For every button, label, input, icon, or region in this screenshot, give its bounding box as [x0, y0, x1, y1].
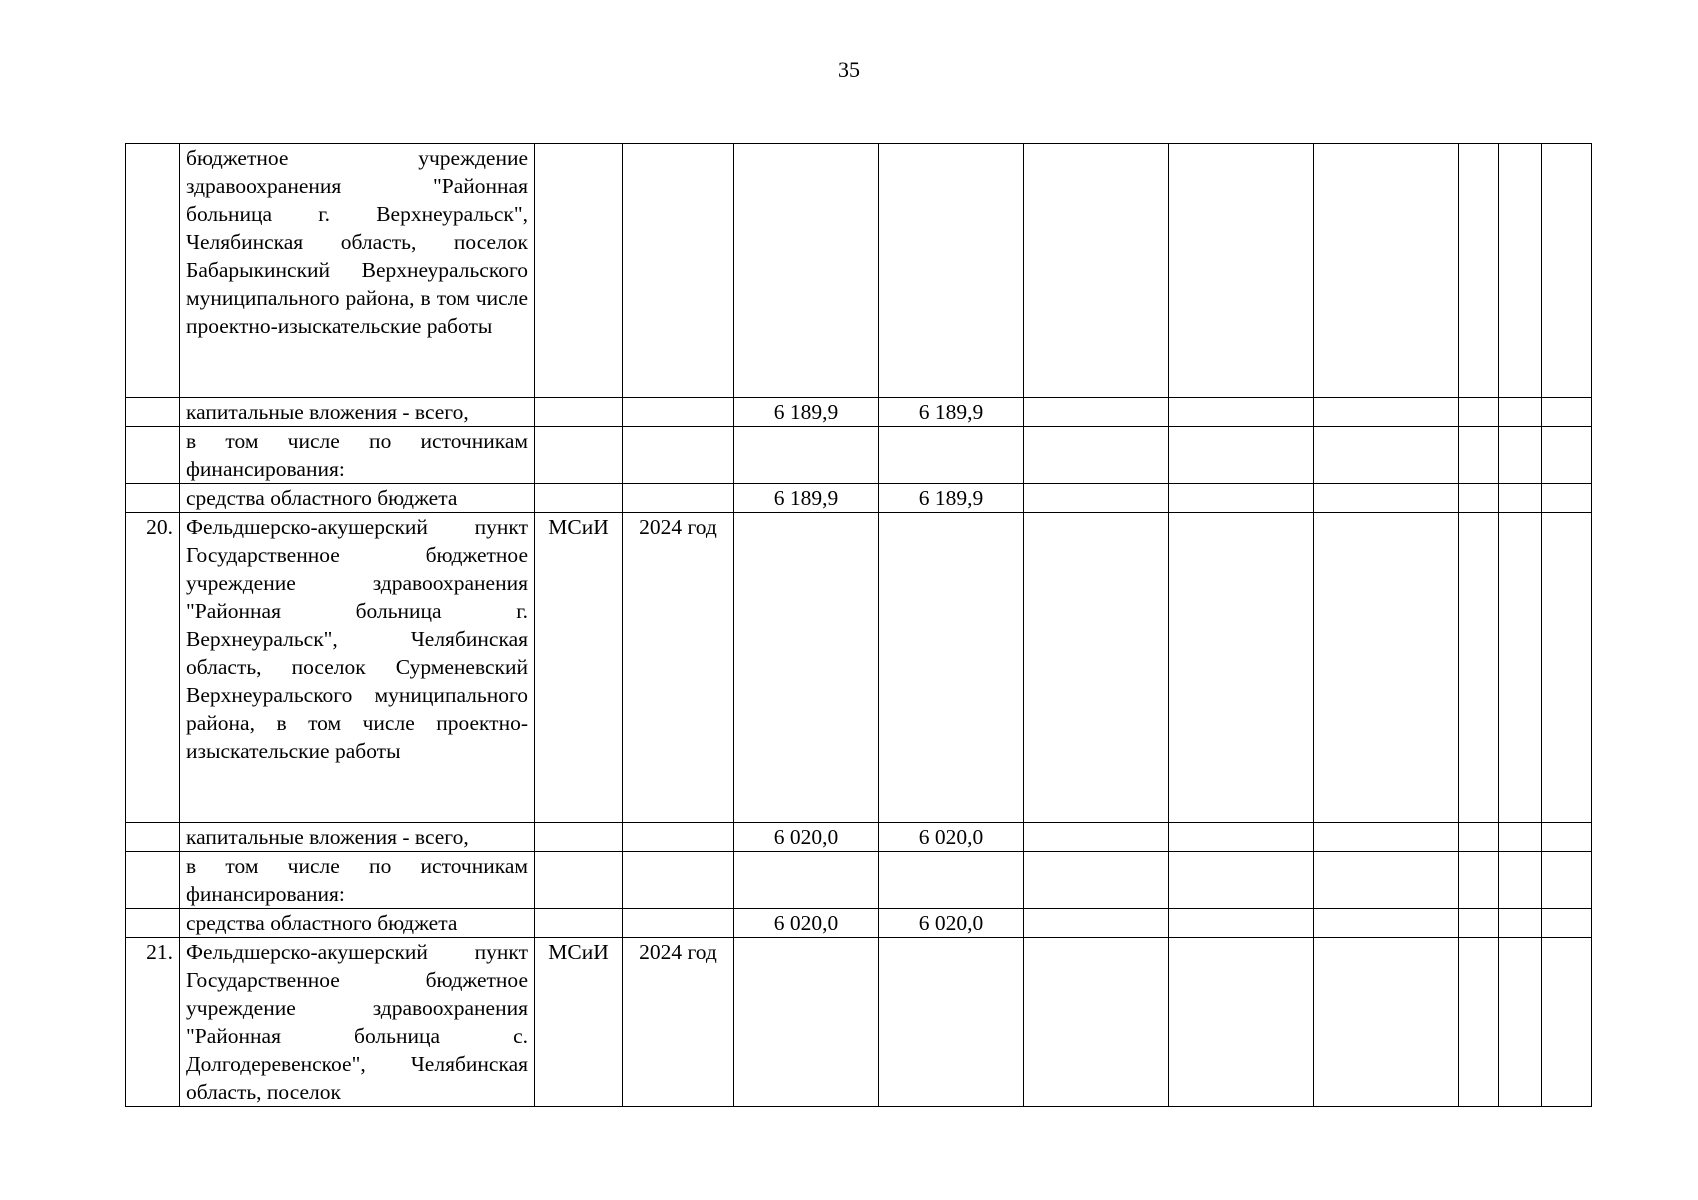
row-description-cell: средства областного бюджета	[180, 484, 535, 513]
empty-cell	[1024, 427, 1169, 484]
row-executor-cell: МСиИ	[535, 938, 623, 1107]
empty-cell	[1499, 427, 1542, 484]
row-executor-cell: МСиИ	[535, 513, 623, 823]
row-executor-cell	[535, 823, 623, 852]
empty-cell	[1024, 484, 1169, 513]
row-description-cell: Фельдшерско-акушерский пункт Государственное бюджетное учреждение здравоохранения "Районная больница г. Верхнеуральск", Челябинская область, поселок Сурменевский Верхнеуральского муниципального района, в том числе проектно-изыскательские работы	[180, 513, 535, 823]
empty-cell	[1169, 144, 1314, 398]
row-total-cell	[734, 852, 879, 909]
row-executor-cell	[535, 484, 623, 513]
row-description-cell: в том числе по источникам финансирования:	[180, 427, 535, 484]
table-row	[126, 427, 1592, 484]
row-number-cell	[126, 427, 180, 484]
table-row	[126, 938, 1592, 1107]
row-period-cell	[623, 427, 734, 484]
row-total-cell	[734, 513, 879, 823]
empty-cell	[1542, 938, 1592, 1107]
empty-cell	[1542, 398, 1592, 427]
empty-cell	[1169, 427, 1314, 484]
row-value-cell	[879, 852, 1024, 909]
row-description-cell: средства областного бюджета	[180, 909, 535, 938]
empty-cell	[1314, 938, 1459, 1107]
empty-cell	[1459, 938, 1499, 1107]
table-row	[126, 852, 1592, 909]
table-row	[126, 144, 1592, 398]
page-number: 35	[838, 57, 860, 82]
row-description-cell: Фельдшерско-акушерский пункт Государственное бюджетное учреждение здравоохранения "Районная больница с. Долгодеревенское", Челябинская область, поселок	[180, 938, 535, 1107]
row-number-cell	[126, 484, 180, 513]
empty-cell	[1459, 484, 1499, 513]
row-number-cell	[126, 823, 180, 852]
table-row	[126, 484, 1592, 513]
row-period-cell	[623, 398, 734, 427]
empty-cell	[1169, 852, 1314, 909]
empty-cell	[1314, 144, 1459, 398]
row-total-cell	[734, 938, 879, 1107]
row-value-cell: 6 020,0	[879, 823, 1024, 852]
empty-cell	[1499, 513, 1542, 823]
row-period-cell	[623, 144, 734, 398]
table-row	[126, 398, 1592, 427]
empty-cell	[1542, 513, 1592, 823]
row-total-cell: 6 020,0	[734, 909, 879, 938]
empty-cell	[1024, 398, 1169, 427]
empty-cell	[1314, 484, 1459, 513]
row-executor-cell	[535, 427, 623, 484]
empty-cell	[1542, 909, 1592, 938]
row-description-cell: капитальные вложения - всего,	[180, 398, 535, 427]
empty-cell	[1169, 513, 1314, 823]
empty-cell	[1499, 484, 1542, 513]
investment-table	[125, 143, 1592, 1107]
empty-cell	[1499, 398, 1542, 427]
empty-cell	[1169, 909, 1314, 938]
empty-cell	[1542, 484, 1592, 513]
table-row	[126, 909, 1592, 938]
row-period-cell	[623, 823, 734, 852]
empty-cell	[1024, 823, 1169, 852]
row-description-cell: в том числе по источникам финансирования:	[180, 852, 535, 909]
row-value-cell: 6 020,0	[879, 909, 1024, 938]
empty-cell	[1459, 398, 1499, 427]
row-value-cell: 6 189,9	[879, 484, 1024, 513]
empty-cell	[1024, 513, 1169, 823]
empty-cell	[1314, 427, 1459, 484]
row-description-cell: капитальные вложения - всего,	[180, 823, 535, 852]
empty-cell	[1459, 852, 1499, 909]
empty-cell	[1169, 938, 1314, 1107]
row-executor-cell	[535, 144, 623, 398]
row-total-cell: 6 189,9	[734, 484, 879, 513]
empty-cell	[1314, 852, 1459, 909]
empty-cell	[1314, 513, 1459, 823]
table-row	[126, 823, 1592, 852]
empty-cell	[1024, 144, 1169, 398]
empty-cell	[1459, 513, 1499, 823]
empty-cell	[1169, 484, 1314, 513]
row-number-cell	[126, 398, 180, 427]
row-number-cell	[126, 909, 180, 938]
row-number-cell: 20.	[126, 513, 180, 823]
row-value-cell	[879, 427, 1024, 484]
row-period-cell: 2024 год	[623, 938, 734, 1107]
row-value-cell	[879, 513, 1024, 823]
row-executor-cell	[535, 398, 623, 427]
row-value-cell	[879, 144, 1024, 398]
empty-cell	[1499, 144, 1542, 398]
row-executor-cell	[535, 909, 623, 938]
empty-cell	[1024, 909, 1169, 938]
row-period-cell	[623, 484, 734, 513]
empty-cell	[1459, 909, 1499, 938]
empty-cell	[1169, 823, 1314, 852]
row-number-cell	[126, 852, 180, 909]
row-period-cell: 2024 год	[623, 513, 734, 823]
empty-cell	[1542, 852, 1592, 909]
empty-cell	[1314, 909, 1459, 938]
table-body	[126, 144, 1592, 1107]
empty-cell	[1314, 398, 1459, 427]
empty-cell	[1459, 144, 1499, 398]
empty-cell	[1499, 823, 1542, 852]
empty-cell	[1024, 938, 1169, 1107]
row-number-cell	[126, 144, 180, 398]
empty-cell	[1459, 427, 1499, 484]
empty-cell	[1499, 938, 1542, 1107]
row-value-cell	[879, 938, 1024, 1107]
row-executor-cell	[535, 852, 623, 909]
row-period-cell	[623, 852, 734, 909]
empty-cell	[1499, 909, 1542, 938]
row-number-cell: 21.	[126, 938, 180, 1107]
table-row	[126, 513, 1592, 823]
row-total-cell: 6 189,9	[734, 398, 879, 427]
row-total-cell	[734, 144, 879, 398]
row-description-cell: бюджетное учреждение здравоохранения "Районная больница г. Верхнеуральск", Челябинская область, поселок Бабарыкинский Верхнеуральского муниципального района, в том числе проектно-изыскательские работы	[180, 144, 535, 398]
empty-cell	[1459, 823, 1499, 852]
empty-cell	[1542, 823, 1592, 852]
empty-cell	[1314, 823, 1459, 852]
row-period-cell	[623, 909, 734, 938]
empty-cell	[1499, 852, 1542, 909]
row-value-cell: 6 189,9	[879, 398, 1024, 427]
empty-cell	[1024, 852, 1169, 909]
empty-cell	[1169, 398, 1314, 427]
row-total-cell	[734, 427, 879, 484]
empty-cell	[1542, 144, 1592, 398]
row-total-cell: 6 020,0	[734, 823, 879, 852]
empty-cell	[1542, 427, 1592, 484]
